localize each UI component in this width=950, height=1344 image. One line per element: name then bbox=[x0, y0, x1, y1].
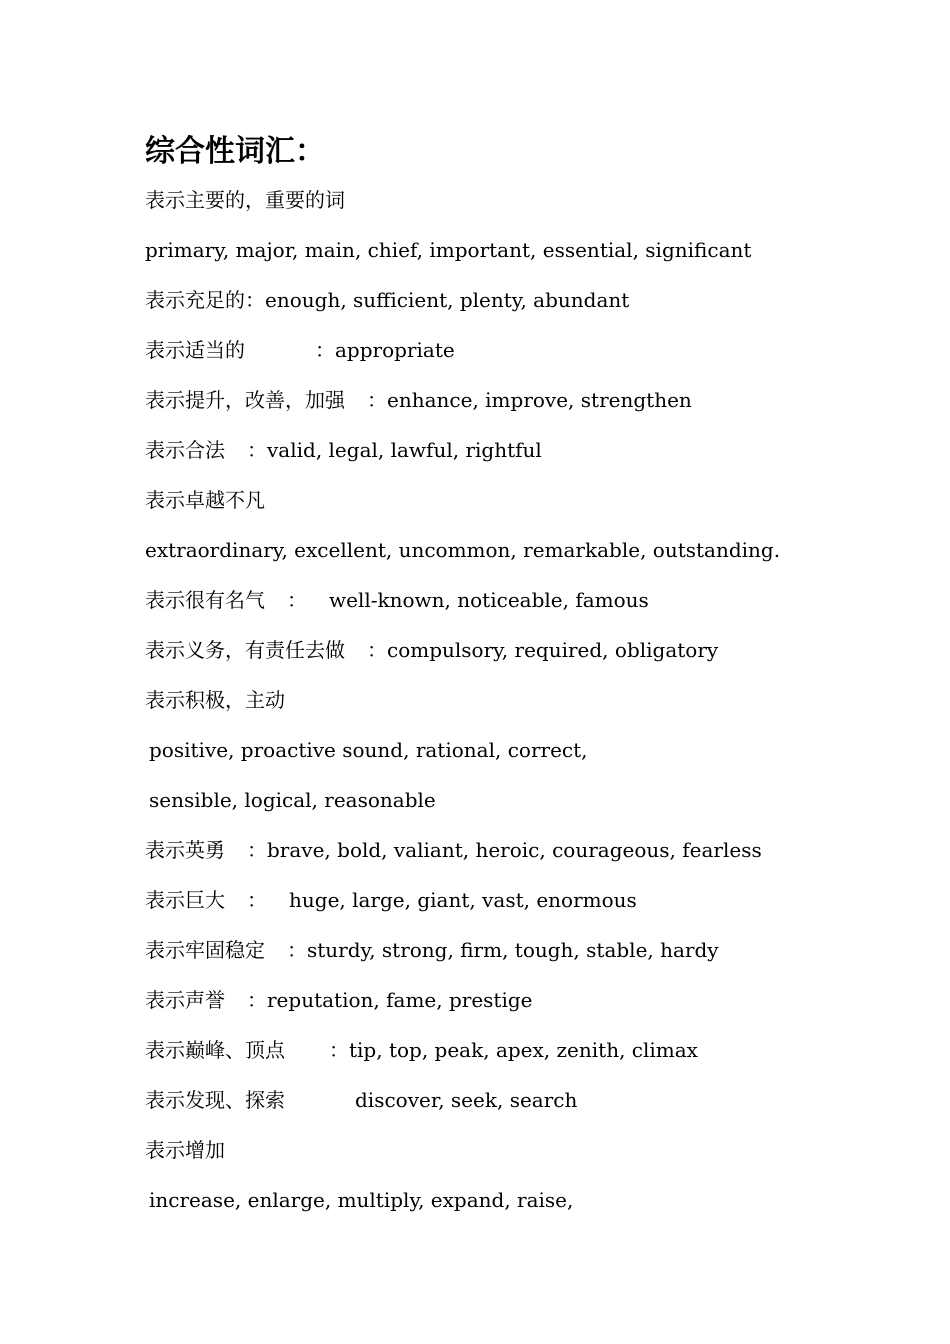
line-separator: ： bbox=[367, 638, 387, 662]
line-words: huge, large, giant, vast, enormous bbox=[289, 888, 637, 912]
line-enhance bbox=[145, 386, 692, 414]
line-words: appropriate bbox=[335, 338, 455, 362]
line-words: discover, seek, search bbox=[355, 1088, 578, 1112]
line-discover bbox=[145, 1086, 577, 1114]
line-appropriate bbox=[145, 336, 455, 364]
line-words: tip, top, peak, apex, zenith, climax bbox=[349, 1038, 698, 1062]
line-positive-en-1: positive, proactive sound, rational, correct, bbox=[149, 738, 588, 762]
line-peak bbox=[145, 1036, 698, 1064]
line-separator: ： bbox=[247, 838, 267, 862]
line-label: 表示发现、探索 bbox=[145, 1088, 285, 1112]
line-legal bbox=[145, 436, 542, 464]
line-label: 表示巨大 bbox=[145, 888, 225, 912]
line-label: 表示很有名气 bbox=[145, 588, 265, 612]
line-separator: ： bbox=[247, 988, 267, 1012]
line-label: 表示声誉 bbox=[145, 988, 225, 1012]
line-label: 表示提升，改善，加强 bbox=[145, 388, 345, 412]
line-label: 表示适当的 bbox=[145, 338, 245, 362]
line-obligatory bbox=[145, 636, 718, 664]
line-brave bbox=[145, 836, 762, 864]
line-label: 表示合法 bbox=[145, 438, 225, 462]
line-increase-en: increase, enlarge, multiply, expand, raise, bbox=[149, 1188, 574, 1212]
line-huge bbox=[145, 886, 637, 914]
line-label: 表示义务，有责任去做 bbox=[145, 638, 345, 662]
line-label: 表示巅峰、顶点 bbox=[145, 1038, 285, 1062]
line-sturdy bbox=[145, 936, 719, 964]
line-words: sturdy, strong, firm, tough, stable, hardy bbox=[307, 938, 719, 962]
line-words: reputation, fame, prestige bbox=[267, 988, 533, 1012]
line-label: 表示牢固稳定 bbox=[145, 938, 265, 962]
line-positive-en-2: sensible, logical, reasonable bbox=[149, 788, 436, 812]
line-words: enhance, improve, strengthen bbox=[387, 388, 692, 412]
line-separator: ： bbox=[329, 1038, 349, 1062]
line-positive-zh: 表示积极，主动 bbox=[145, 688, 285, 712]
line-separator: ： bbox=[367, 388, 387, 412]
line-sufficient bbox=[145, 286, 629, 314]
line-outstanding-en: extraordinary, excellent, uncommon, remarkable, outstanding. bbox=[145, 538, 781, 562]
line-words: valid, legal, lawful, rightful bbox=[267, 438, 542, 462]
line-label: 表示英勇 bbox=[145, 838, 225, 862]
line-main-important-zh: 表示主要的，重要的词 bbox=[145, 188, 345, 212]
line-main-important-en: primary, major, main, chief, important, essential, significant bbox=[145, 238, 752, 262]
line-words: compulsory, required, obligatory bbox=[387, 638, 719, 662]
line-words: brave, bold, valiant, heroic, courageous, fearless bbox=[267, 838, 762, 862]
line-words: well-known, noticeable, famous bbox=[329, 588, 649, 612]
line-separator: ： bbox=[315, 338, 335, 362]
line-famous bbox=[145, 586, 649, 614]
line-separator: ： bbox=[247, 888, 267, 912]
line-separator: ： bbox=[287, 588, 307, 612]
line-separator: ： bbox=[287, 938, 307, 962]
line-separator: ： bbox=[247, 438, 267, 462]
line-label: 表示充足的： bbox=[145, 288, 265, 312]
line-words: enough, sufficient, plenty, abundant bbox=[265, 288, 630, 312]
page-title: 综合性词汇： bbox=[145, 134, 325, 169]
line-reputation bbox=[145, 986, 533, 1014]
line-increase-zh: 表示增加 bbox=[145, 1138, 225, 1162]
line-outstanding-zh: 表示卓越不凡 bbox=[145, 488, 265, 512]
